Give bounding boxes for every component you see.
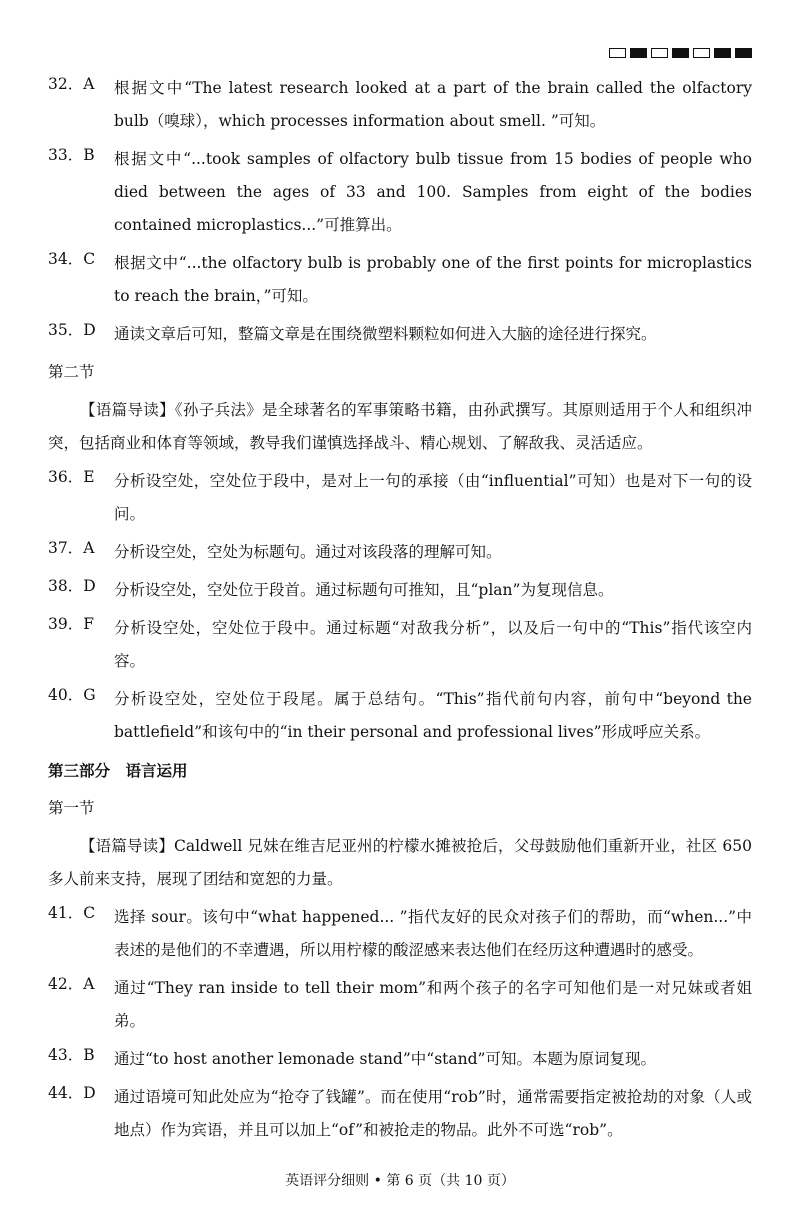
section-title: 第二节: [48, 363, 95, 381]
deco-box: [735, 48, 752, 58]
deco-box: [714, 48, 731, 58]
answer-explanation: 通过“They ran inside to tell their mom”和两个孩子的名字可知他们是一对兄妹或者姐弟。: [114, 979, 752, 1030]
answer-number: 42．A: [48, 975, 95, 993]
answer-number: 39．F: [48, 615, 94, 633]
answer-item-40: [48, 683, 752, 749]
answer-item-36: [48, 465, 752, 531]
answer-explanation: 通过“to host another lemonade stand”中“stand”可知。本题为原词复现。: [114, 1050, 656, 1068]
answer-explanation: 分析设空处，空处为标题句。通过对该段落的理解可知。: [114, 543, 502, 561]
answer-item-42: [48, 972, 752, 1038]
answer-explanations: [48, 72, 752, 1152]
header-decoration: [609, 48, 752, 58]
answer-explanation: 分析设空处，空处位于段首。通过标题句可推知，且“plan”为复现信息。: [114, 581, 614, 599]
answer-explanation: 通过语境可知此处应为“抢夺了钱罐”。而在使用“rob”时，通常需要指定被抢劫的对象（人或地点）作为宾语，并且可以加上“of”和被抢走的物品。此外不可选“rob”。: [114, 1088, 752, 1139]
answer-number: 44．D: [48, 1084, 96, 1102]
answer-number: 36．E: [48, 468, 95, 486]
part-title: 第三部分 语言运用: [48, 761, 188, 780]
answer-explanation: 分析设空处，空处位于段尾。属于总结句。“This”指代前句内容，前句中“beyond the battlefield”和该句中的“in their personal and professional lives”形成呼应关系。: [114, 690, 752, 741]
answer-item-32: [48, 72, 752, 138]
answer-explanation: 选择 sour。该句中“what happened... ”指代友好的民众对孩子们的帮助，而“when...”中表述的是他们的不幸遭遇，所以用柠檬的酸涩感来表达他们在经历这种遭遇时的感受。: [114, 908, 752, 959]
section-title: 第一节: [48, 799, 95, 817]
answer-number: 38．D: [48, 577, 96, 595]
deco-box: [651, 48, 668, 58]
page-footer: 英语评分细则 • 第 6 页（共 10 页）: [285, 1173, 515, 1189]
answer-explanation: 通读文章后可知，整篇文章是在围绕微塑料颗粒如何进入大脑的途径进行探究。: [114, 325, 657, 343]
answer-item-35: [48, 318, 752, 351]
deco-box: [693, 48, 710, 58]
reading-guide: 【语篇导读】《孙子兵法》是全球著名的军事策略书籍，由孙武撰写。其原则适用于个人和组织冲突，包括商业和体育等领域，教导我们谨慎选择战斗、精心规划、了解敌我、灵活适应。: [48, 401, 752, 452]
answer-item-33: [48, 143, 752, 242]
answer-number: 40．G: [48, 686, 96, 704]
answer-item-43: [48, 1043, 752, 1076]
answer-explanation: 根据文中“The latest research looked at a part of the brain called the olfactory bulb（嗅球），which processes information about smell. ”可知。: [114, 79, 752, 130]
deco-box: [672, 48, 689, 58]
answer-explanation: 分析设空处，空处位于段中，是对上一句的承接（由“influential”可知）也是对下一句的设问。: [114, 472, 752, 523]
answer-number: 41．C: [48, 904, 96, 922]
answer-number: 37．A: [48, 539, 95, 557]
answer-item-38: [48, 574, 752, 607]
answer-number: 33．B: [48, 146, 95, 164]
answer-explanation: 分析设空处，空处位于段中。通过标题“对敌我分析”，以及后一句中的“This”指代该空内容。: [114, 619, 752, 670]
reading-guide: 【语篇导读】Caldwell 兄妹在维吉尼亚州的柠檬水摊被抢后，父母鼓励他们重新开业，社区 650 多人前来支持，展现了团结和宽恕的力量。: [48, 837, 752, 888]
answer-item-44: [48, 1081, 752, 1147]
answer-item-34: [48, 247, 752, 313]
answer-number: 43．B: [48, 1046, 95, 1064]
deco-box: [630, 48, 647, 58]
deco-box: [609, 48, 626, 58]
answer-item-41: [48, 901, 752, 967]
answer-number: 35．D: [48, 321, 96, 339]
answer-item-39: [48, 612, 752, 678]
answer-number: 32．A: [48, 75, 95, 93]
answer-explanation: 根据文中“...took samples of olfactory bulb tissue from 15 bodies of people who died between the ages of 33 and 100. Samples from eight of the bodies contained microplastics...”可推算出。: [114, 150, 752, 234]
answer-explanation: 根据文中“...the olfactory bulb is probably one of the first points for microplastics to reach the brain，”可知。: [114, 254, 752, 305]
answer-number: 34．C: [48, 250, 96, 268]
answer-item-37: [48, 536, 752, 569]
